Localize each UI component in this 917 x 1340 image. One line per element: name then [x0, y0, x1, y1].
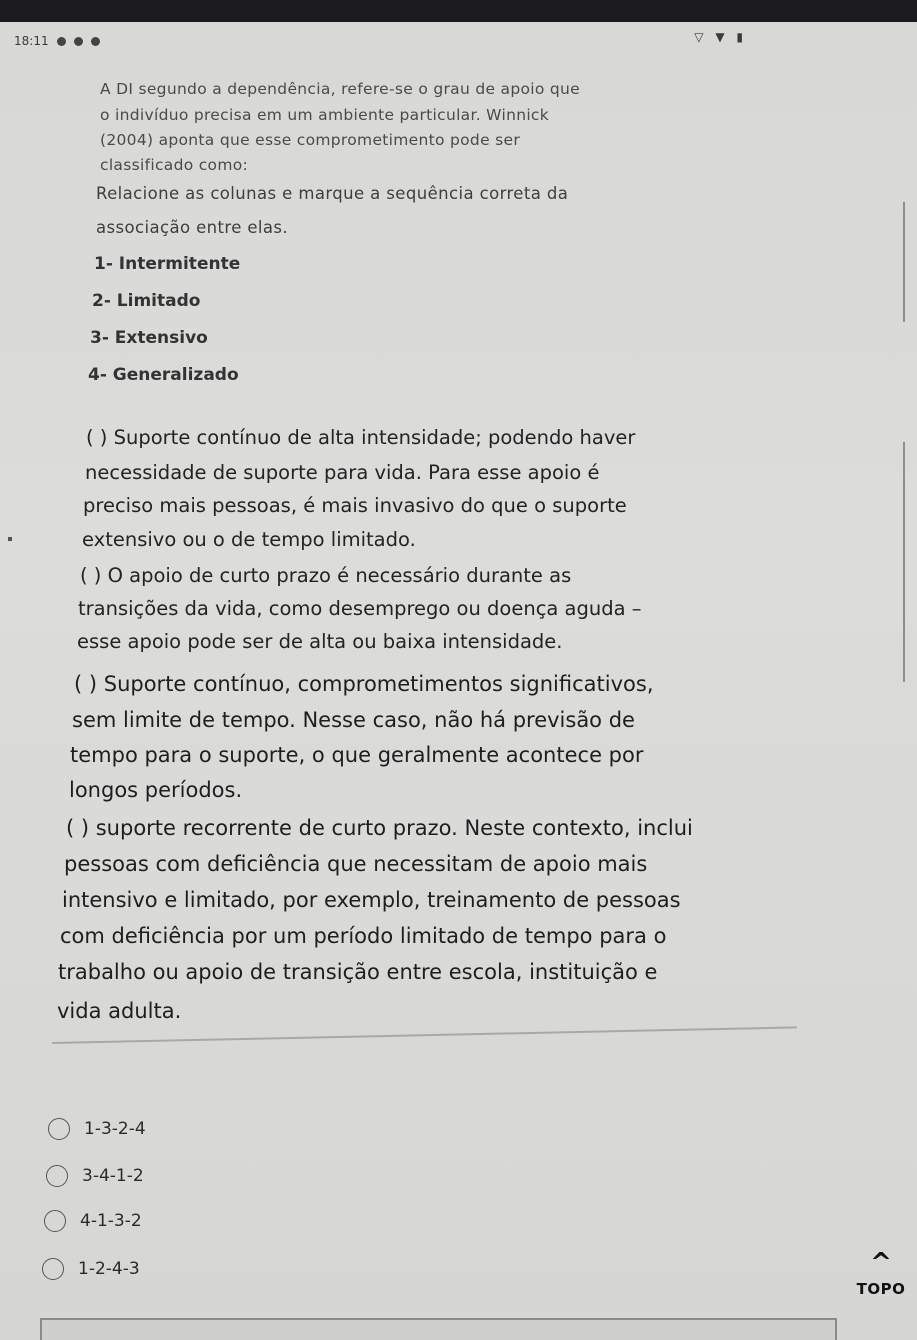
bottom-panel-edge	[40, 1318, 837, 1340]
intro-line: classificado como:	[100, 156, 249, 174]
scroll-to-top-button[interactable]	[851, 1248, 911, 1298]
description-line: longos períodos.	[69, 778, 243, 802]
description-line: transições da vida, como desemprego ou doença aguda –	[78, 597, 642, 620]
level-item: 2- Limitado	[92, 291, 201, 311]
description-line: esse apoio pode ser de alta ou baixa intensidade.	[77, 630, 563, 653]
divider	[52, 1026, 797, 1044]
answer-option[interactable]	[46, 1165, 144, 1187]
topo-label: TOPO	[856, 1280, 906, 1298]
description-line: ( ) Suporte contínuo de alta intensidade; podendo haver	[86, 426, 636, 449]
description-line: sem limite de tempo. Nesse caso, não há previsão de	[72, 708, 635, 732]
intro-line: (2004) aponta que esse comprometimento pode ser	[100, 131, 521, 149]
description-line: vida adulta.	[57, 999, 182, 1023]
screen	[0, 22, 917, 1340]
answer-option[interactable]	[44, 1210, 142, 1232]
radio-button[interactable]	[42, 1258, 64, 1280]
description-line: intensivo e limitado, por exemplo, treinamento de pessoas	[62, 888, 681, 912]
status-icons: ▽ ▼ ▮	[694, 30, 747, 44]
answer-option[interactable]	[42, 1258, 140, 1280]
chevron-up-icon: ^	[870, 1248, 892, 1278]
status-bar	[0, 22, 917, 58]
radio-button[interactable]	[48, 1118, 70, 1140]
instruction-line: Relacione as colunas e marque a sequência correta da	[96, 184, 569, 203]
description-line: tempo para o suporte, o que geralmente acontece por	[70, 743, 644, 767]
notification-icon	[57, 37, 66, 46]
option-label: 1-2-4-3	[78, 1259, 140, 1279]
description-line: extensivo ou o de tempo limitado.	[82, 528, 416, 551]
description-line: pessoas com deficiência que necessitam de apoio mais	[64, 852, 648, 876]
option-label: 4-1-3-2	[80, 1211, 142, 1231]
level-item: 1- Intermitente	[94, 254, 241, 274]
instruction-line: associação entre elas.	[96, 218, 289, 237]
intro-line: A DI segundo a dependência, refere-se o grau de apoio que	[100, 80, 580, 98]
decoration-mark	[8, 537, 12, 541]
option-label: 1-3-2-4	[84, 1119, 146, 1139]
notification-icon	[74, 37, 83, 46]
description-line: ( ) O apoio de curto prazo é necessário durante as	[80, 564, 572, 587]
description-line: trabalho ou apoio de transição entre escola, instituição e	[58, 960, 658, 984]
radio-button[interactable]	[46, 1165, 68, 1187]
description-line: preciso mais pessoas, é mais invasivo do que o suporte	[83, 494, 627, 517]
description-line: necessidade de suporte para vida. Para esse apoio é	[85, 461, 600, 484]
decoration-line	[903, 442, 905, 682]
description-line: ( ) Suporte contínuo, comprometimentos significativos,	[74, 672, 654, 696]
status-time: 18:11	[14, 34, 49, 48]
level-item: 3- Extensivo	[90, 328, 208, 348]
decoration-line	[903, 202, 905, 322]
radio-button[interactable]	[44, 1210, 66, 1232]
description-line: com deficiência por um período limitado de tempo para o	[60, 924, 667, 948]
option-label: 3-4-1-2	[82, 1166, 144, 1186]
intro-line: o indivíduo precisa em um ambiente particular. Winnick	[100, 106, 550, 124]
status-left	[14, 34, 100, 48]
description-line: ( ) suporte recorrente de curto prazo. Neste contexto, inclui	[66, 816, 693, 840]
level-item: 4- Generalizado	[88, 365, 239, 385]
notification-icon	[91, 37, 100, 46]
answer-option[interactable]	[48, 1118, 146, 1140]
